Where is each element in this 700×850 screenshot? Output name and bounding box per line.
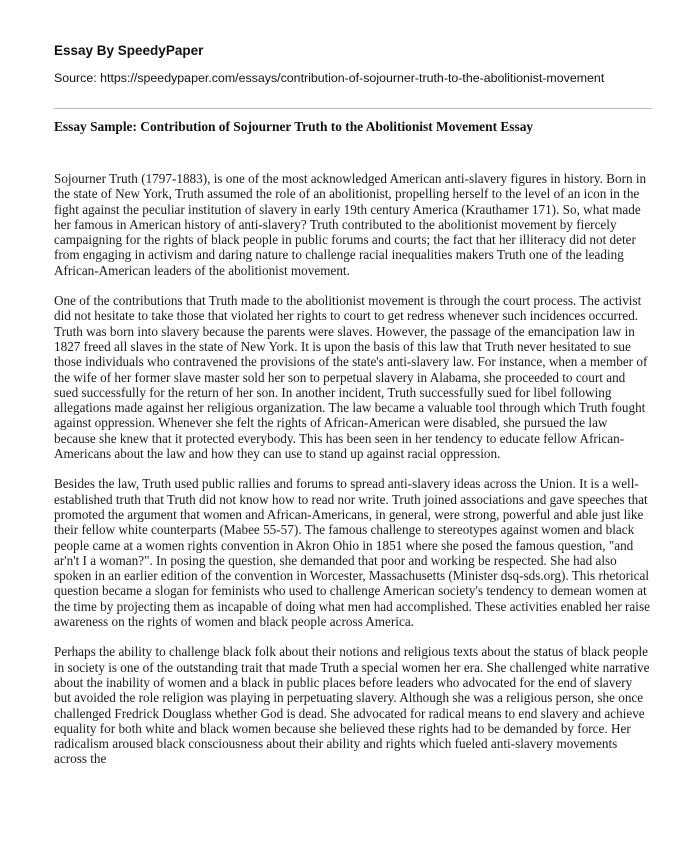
essay-title: Essay Sample: Contribution of Sojourner Truth to the Abolitionist Movement Essay <box>54 119 534 134</box>
essay-paragraph: One of the contributions that Truth made to the abolitionist movement is through the court process. The activist did not hesitate to take those that violated her rights to court to get redress whenever such incidences occurred. Truth was born into slavery because the parents were slaves. However, the passage of the emancipation law in 1827 freed all slaves in the state of New York. It is upon the basis of this law that Truth never hesitated to sue those individuals who contravened the provisions of the state's anti-slavery law. For instance, when a member of the wife of her former slave master sold her son to perpetual slavery in Alabama, she proceeded to court and sued successfully for the return of her son. In another incident, Truth successfully sued for libel following allegations made against her religious organization. The law became a valuable tool through which Truth fought against oppression. Whenever she felt the rights of African-American were disabled, she pursued the law because she knew that it protected everybody. This has been seen in her tendency to educate fellow African-Americans about the law and how they can use to stand up against racial oppression. <box>54 293 648 462</box>
essay-paragraph: Sojourner Truth (1797-1883), is one of the most acknowledged American anti-slavery figures in history. Born in the state of New York, Truth assumed the role of an abolitionist, propelling herself to the level of an icon in the fight against the peculiar institution of slavery in early 19th century America (Krauthamer 171). So, what made her famous in American history of anti-slavery? Truth contributed to the abolitionist movement by fiercely campaigning for the rights of black people in public forums and courts; the fact that her illiteracy did not deter from engaging in activism and daring nature to challenge racial inequalities makers Truth one of the leading African-American leaders of the abolitionist movement. <box>54 171 647 278</box>
essay-body <box>54 171 650 782</box>
essay-paragraph: Perhaps the ability to challenge black folk about their notions and religious texts about the status of black people in society is one of the outstanding trait that made Truth a special women her era. She challenged white narrative about the inability of women and a black in public places before leaders who advocated for the end of slavery but avoided the role religion was playing in perpetuating slavery. Although she was a religious person, she once challenged Fredrick Douglass whether God is dead. She advocated for radical means to end slavery and achieve equality for both white and black women because she believed these rights had to be demanded by force. Her radicalism aroused black consciousness about their ability and rights which fueled anti-slavery movements across the <box>54 644 650 767</box>
site-heading: Essay By SpeedyPaper <box>54 43 204 58</box>
header-divider <box>54 108 652 109</box>
source-line: Source: https://speedypaper.com/essays/contribution-of-sojourner-truth-to-the-abolitionist-movement <box>54 71 605 85</box>
essay-paragraph: Besides the law, Truth used public rallies and forums to spread anti-slavery ideas across the Union. It is a well-established truth that Truth did not know how to read nor write. Truth joined associations and gave speeches that promoted the argument that women and African-Americans, in general, were strong, powerful and able just like their fellow white counterparts (Mabee 55-57). The famous challenge to stereotypes against women and black people came at a women rights convention in Akron Ohio in 1851 where she posed the famous question, "and ar'n't I a woman?". In posing the question, she demanded that poor and working be respected. She had also spoken in an earlier edition of the convention in Worcester, Massachusetts (Minister dsq-sds.org). This rhetorical question became a slogan for feminists who used to challenge American society's tendency to demean women at the time by projecting them as incapable of doing what men had accomplished. These activities enabled her raise awareness on the rights of women and black people across America. <box>54 476 650 630</box>
